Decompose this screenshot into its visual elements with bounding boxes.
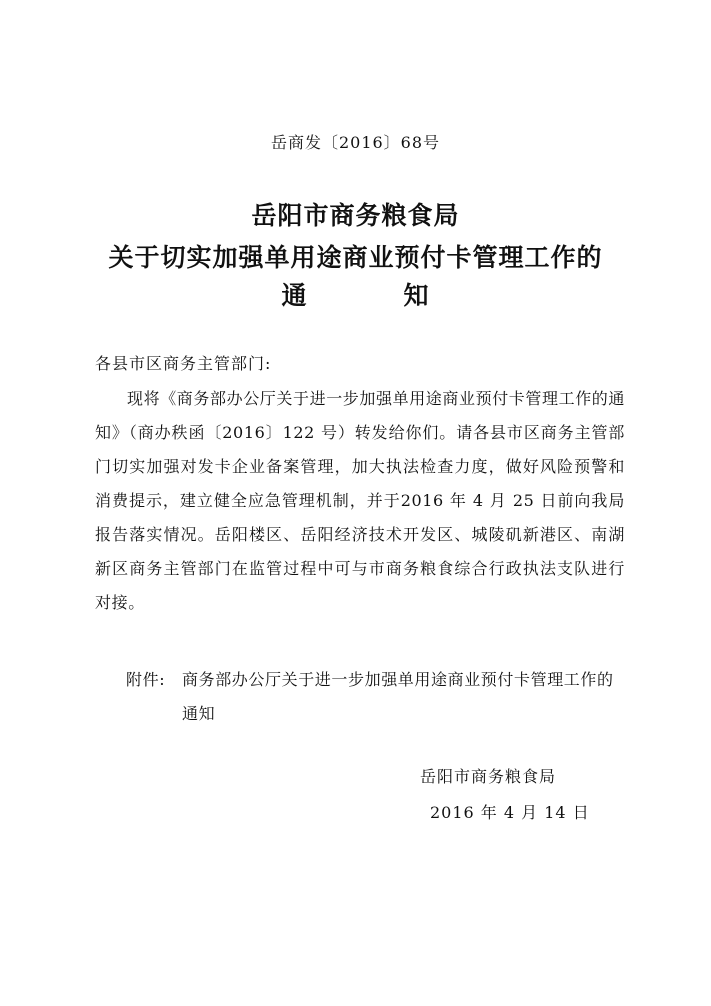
recipient-line: 各县市区商务主管部门: [95, 354, 272, 373]
title-char-tong: 通 [281, 281, 308, 310]
attachment-label: 附件: [126, 670, 166, 689]
document-number: 岳商发〔2016〕68号 [270, 133, 441, 152]
signature-organization: 岳阳市商务粮食局 [420, 767, 557, 786]
body-paragraph: 现将《商务部办公厅关于进一步加强单用途商业预付卡管理工作的通知》（商办秩函〔2016〕122 号）转发给你们。请各县市区商务主管部门切实加强对发卡企业备案管理，加大执法检查力度，做好风险预警和消费提示，建立健全应急管理机制，并于2016 年 4 月 25 日前向我局报告落实情况。岳阳楼区、岳阳经济技术开发区、城陵矶新港区、南湖新区商务主管部门在监管过程中可与市商务粮食综合行政执法支队进行对接。 [95, 389, 626, 612]
title-char-zhi: 知 [403, 281, 430, 310]
title-line-2: 关于切实加强单用途商业预付卡管理工作的 [108, 243, 603, 272]
title-line-1: 岳阳市商务粮食局 [251, 201, 460, 230]
title-line-3 [0, 276, 711, 312]
attachment-title: 商务部办公厅关于进一步加强单用途商业预付卡管理工作的通知 [182, 670, 614, 723]
attachment [126, 663, 626, 731]
signature-date: 2016 年 4 月 14 日 [430, 803, 590, 822]
